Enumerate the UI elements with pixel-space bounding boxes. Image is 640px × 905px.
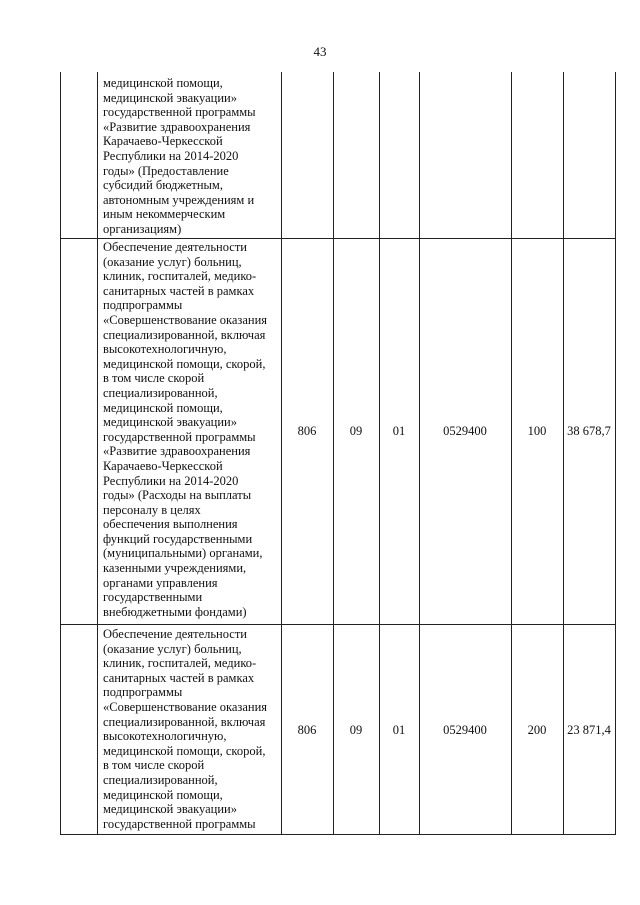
- row-description: Обеспечение деятельности (оказание услуг) больниц, клиник, госпиталей, медико- санитарных частей в рамках подпрограммы «Совершенствование оказания специализированной, включая высокотехнологичную, медицинской помощи, скорой, в том числе скорой специализированной, медицинской помощи, медицинской эвакуации» государственной программы: [103, 627, 268, 831]
- column-divider: [419, 72, 420, 834]
- subsection-code: 01: [392, 424, 406, 438]
- column-divider: [511, 72, 512, 834]
- column-divider: [333, 72, 334, 834]
- ministry-code: 806: [297, 424, 317, 438]
- column-divider: [563, 72, 564, 834]
- expense-type-code: 100: [527, 424, 547, 438]
- subsection-code: 01: [392, 723, 406, 737]
- column-divider: [97, 72, 98, 834]
- ministry-code: 806: [297, 723, 317, 737]
- budget-table: [60, 72, 616, 835]
- amount: 38 678,7: [567, 424, 611, 438]
- amount: 23 871,4: [567, 723, 611, 737]
- target-code: 0529400: [443, 723, 487, 737]
- expense-type-code: 200: [527, 723, 547, 737]
- section-code: 09: [349, 723, 363, 737]
- row-description: Обеспечение деятельности (оказание услуг) больниц, клиник, госпиталей, медико- санитарных частей в рамках подпрограммы «Совершенствование оказания специализированной, включая высокотехнологичную, медицинской помощи, скорой, в том числе скорой специализированной, медицинской помощи, медицинской эвакуации» государственной программы «Развитие здравоохранения Карачаево-Черкесской Республики на 2014-2020 годы» (Расходы на выплаты персоналу в целях обеспечения выполнения функций государственными (муниципальными) органами, казенными учреждениями, органами управления государственными внебюджетными фондами): [103, 240, 268, 619]
- section-code: 09: [349, 424, 363, 438]
- target-code: 0529400: [443, 424, 487, 438]
- row-divider: [61, 238, 615, 239]
- column-divider: [379, 72, 380, 834]
- row-divider: [61, 624, 615, 625]
- page-number: 43: [313, 44, 327, 59]
- row-description: медицинской помощи, медицинской эвакуации» государственной программы «Развитие здравоохранения Карачаево-Черкесской Республики на 2014-2020 годы» (Предоставление субсидий бюджетным, автономным учреждениям и иным некоммерческим организациям): [103, 76, 256, 236]
